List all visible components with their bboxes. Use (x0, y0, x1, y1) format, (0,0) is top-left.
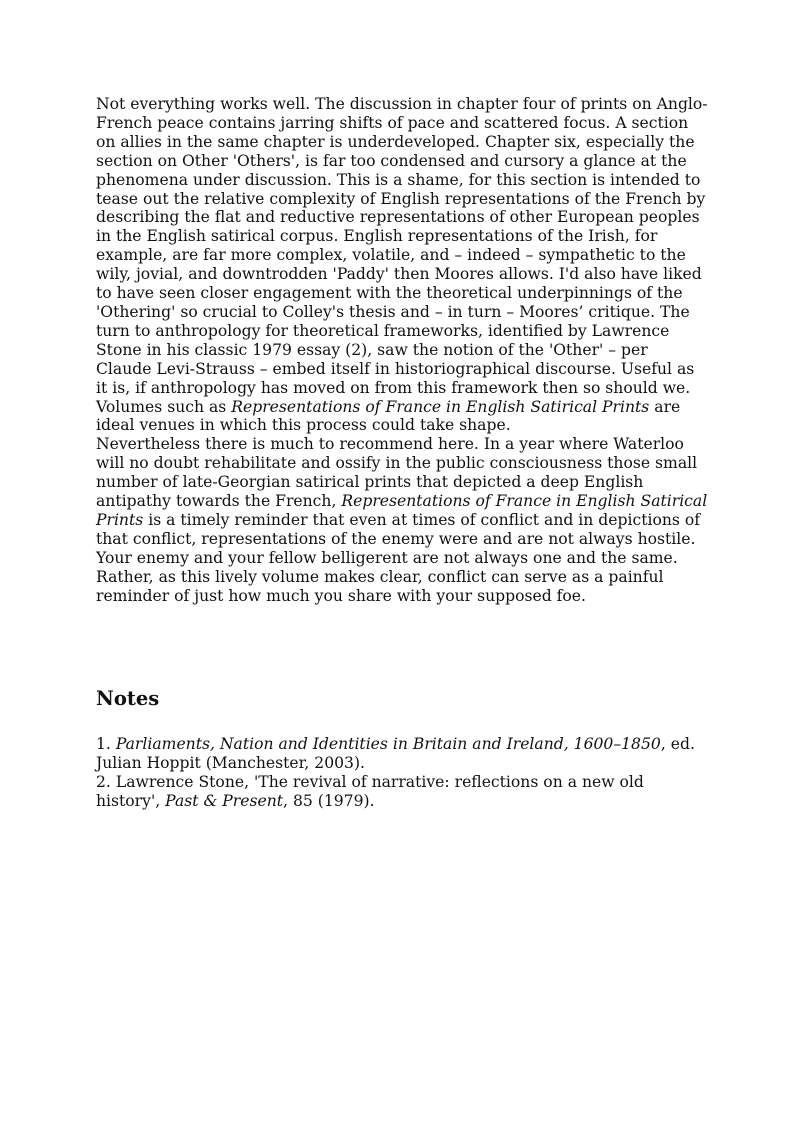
book-title: Representations of France in English Satirical Prints (231, 397, 650, 416)
journal-title: Past & Present (165, 791, 284, 810)
body-paragraph-conclusion (96, 435, 708, 605)
text-run: 1. (96, 735, 116, 753)
text-run: is a timely reminder that even at times of conflict and in depictions of that conflict, representations of the enemy were and are not always hostile. Your enemy and your fellow belligerent are not always one and the same. Rather, as this lively volume makes clear, conflict can serve as a painful reminder of just how much you share with your supposed foe. (96, 510, 701, 605)
book-title: Representations of France in English Satirical Prints (96, 492, 708, 529)
notes-list (96, 735, 708, 811)
note-item-2 (96, 773, 708, 811)
text-run: , 85 (1979). (283, 791, 375, 810)
text-run: are ideal venues in which this process could take shape. (96, 397, 681, 435)
text-run: Nevertheless there is much to recommend here. In a year where Waterloo will no doubt rehabilitate and ossify in the public consciousness those small number of late-Georgian satirical prints that depicted a deep English antipathy towards the French, (96, 435, 698, 511)
text-run: , ed. Julian Hoppit (Manchester, 2003). (96, 735, 695, 772)
body-paragraph-critique (96, 95, 708, 435)
text-run: 2. Lawrence Stone, 'The revival of narrative: reflections on a new old history', (96, 772, 644, 810)
notes-heading: Notes (96, 687, 160, 710)
text-run: Not everything works well. The discussion in chapter four of prints on Anglo-French peace contains jarring shifts of pace and scattered focus. A section on allies in the same chapter is underdeveloped. Chapter six, especially the section on Other 'Others', is far too condensed and cursory a glance at the phenomena under discussion. This is a shame, for this section is intended to tease out the relative complexity of English representations of the French by describing the flat and reductive representations of other European peoples in the English satirical corpus. English representations of the Irish, for example, are far more complex, volatile, and – indeed – sympathetic to the wily, jovial, and downtrodden 'Paddy' then Moores allows. I'd also have liked to have seen closer engagement with the theoretical underpinnings of the 'Othering' so crucial to Colley's thesis and – in turn – Moores’ critique. The turn to anthropology for theoretical frameworks, identified by Lawrence Stone in his classic 1979 essay (2), saw the notion of the 'Other' – per Claude Levi-Strauss – embed itself in historiographical discourse. Useful as it is, if anthropology has moved on from this framework then so should we. Volumes such as (96, 95, 708, 416)
book-title: Parliaments, Nation and Identities in Britain and Ireland, 1600–1850 (115, 735, 661, 753)
article-page (96, 95, 708, 810)
note-item-1 (96, 735, 708, 773)
